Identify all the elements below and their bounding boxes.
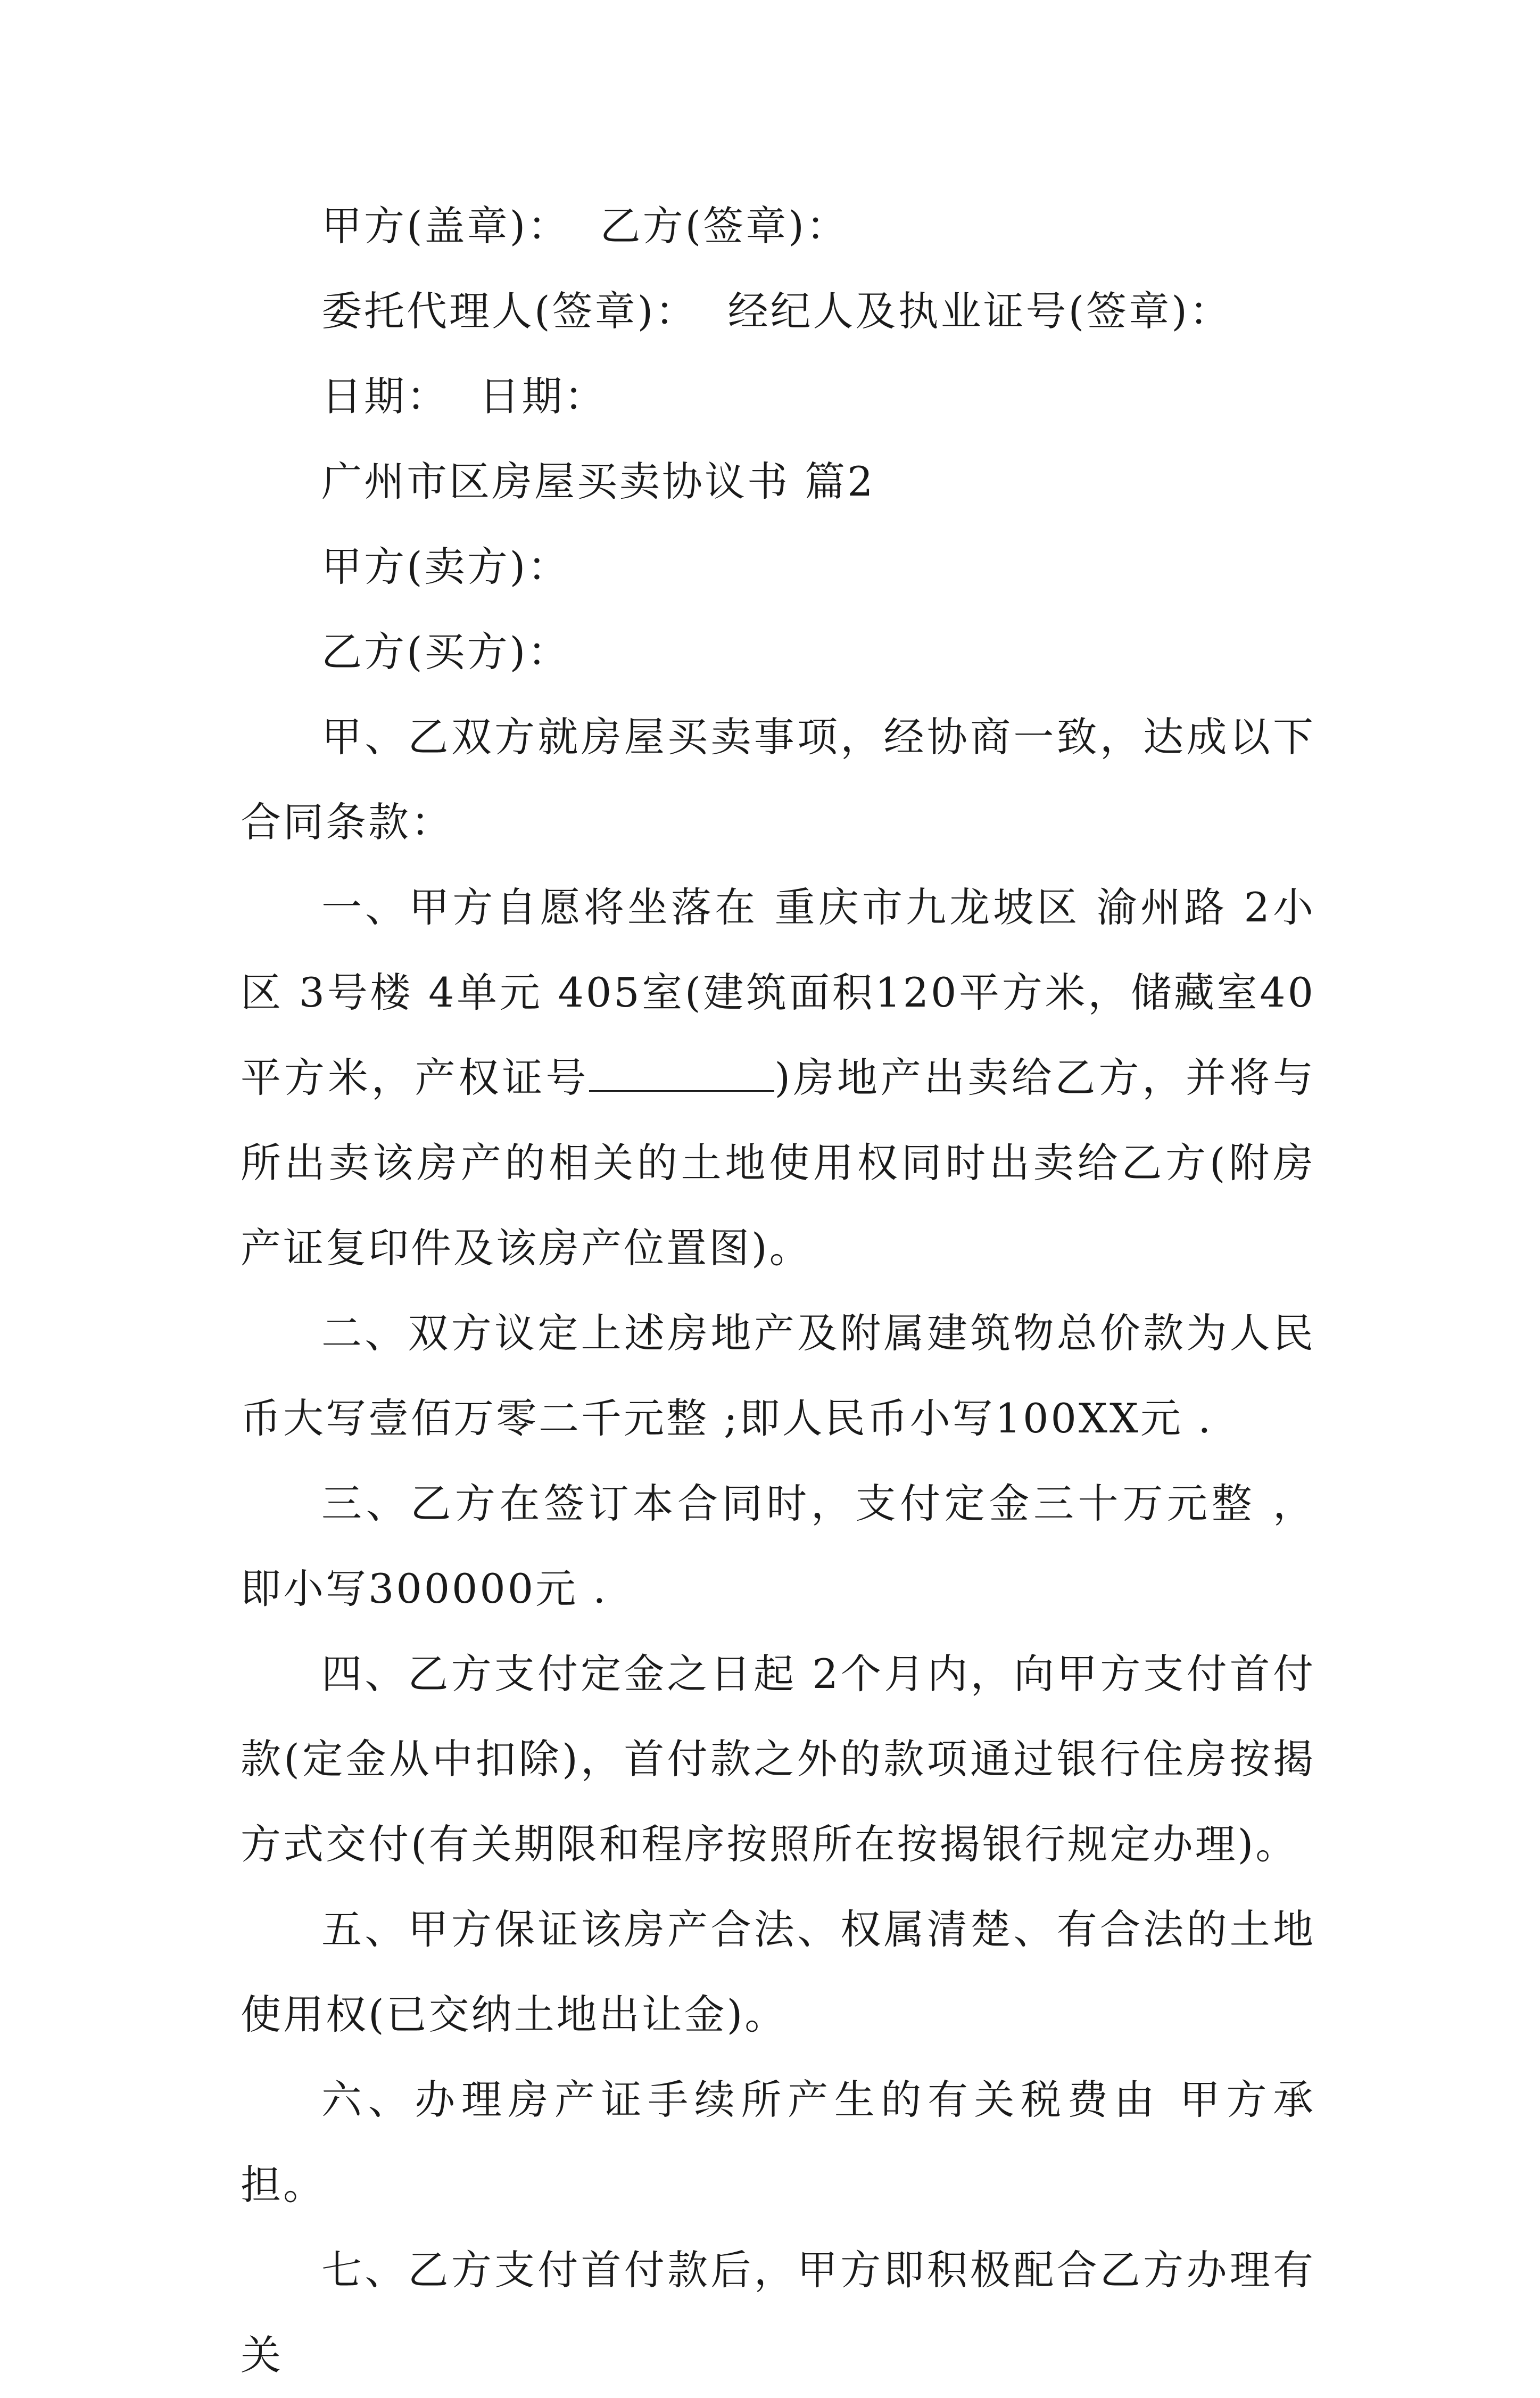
clause-1 (241, 865, 1315, 1291)
date-b-label: 日期： (479, 373, 607, 420)
section-title: 广州市区房屋买卖协议书 篇2 (321, 458, 875, 505)
clause-2: 二、双方议定上述房地产及附属建筑物总价款为人民币大写壹佰万零二千元整 ;即人民币小写100XX元 . (241, 1309, 1315, 1442)
signature-line-date (241, 354, 1315, 439)
signature-line-agent (241, 269, 1315, 354)
party-a-line: 甲方(卖方)： (321, 543, 570, 590)
intro-paragraph: 甲、乙双方就房屋买卖事项，经协商一致，达成以下合同条款： (241, 713, 1315, 846)
clause-7: 七、乙方支付首付款后，甲方即积极配合乙方办理有关 (241, 2246, 1315, 2379)
party-b-sign-label: 乙方(签章)： (600, 202, 849, 250)
document-body (241, 184, 1315, 2398)
clause-4: 四、乙方支付定金之日起 2个月内，向甲方支付首付款(定金从中扣除)，首付款之外的款项通过银行住房按揭方式交付(有关期限和程序按照所在按揭银行规定办理)。 (241, 1650, 1315, 1868)
clause-3: 三、乙方在签订本合同时，支付定金三十万元整 ，即小写300000元 . (241, 1480, 1315, 1612)
clause-5: 五、甲方保证该房产合法、权属清楚、有合法的土地使用权(已交纳土地出让金)。 (241, 1906, 1315, 2038)
broker-sign-label: 经纪人及执业证号(签章)： (727, 287, 1232, 335)
signature-line-seal (241, 184, 1315, 269)
clause-6: 六、办理房产证手续所产生的有关税费由 甲方承担。 (241, 2076, 1315, 2209)
party-a-seal-label: 甲方(盖章)： (321, 202, 570, 250)
clause-1-text-a: 一、甲方自愿将坐落在 重庆市九龙坡区 渝州路 2小区 3号楼 4单元 405室(建筑面积120平方米，储藏室40 平方米，产权证号 (241, 884, 1315, 1101)
certificate-number-blank (589, 1057, 774, 1092)
clause-1-text-b: )房地产出卖给乙方，并将与所出卖该房产的相关的土地使用权同时出卖给乙方(附房产证复印件及该房产位置图)。 (241, 1054, 1316, 1272)
date-a-label: 日期： (321, 373, 449, 420)
agent-sign-label: 委托代理人(签章)： (321, 287, 698, 335)
party-b-line: 乙方(买方)： (321, 628, 570, 675)
